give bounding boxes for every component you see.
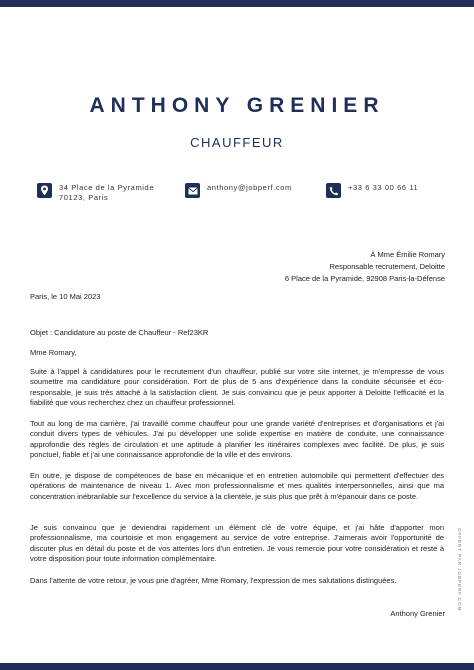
signature: Anthony Grenier: [390, 609, 445, 618]
location-icon: [37, 183, 52, 198]
contact-address: [37, 183, 154, 203]
contact-email: [185, 183, 292, 198]
recipient-address: 6 Place de la Pyramide, 92908 Paris-la-Défense: [284, 274, 445, 283]
email-text[interactable]: anthony@jobperf.com: [207, 183, 292, 192]
body-paragraph-3: En outre, je dispose de compétences de base en mécanique et en entretien automobile qui permettent d'effectuer des opérations de maintenance de niveau 1. Avec mon professionnalisme et mes qualités interpersonnelles, ainsi que ma concentration inébranlable sur l'excellence du service à la clientèle, je suis plus que prêt à m'épanouir dans ce poste.: [30, 471, 444, 501]
recipient-block: [285, 249, 445, 285]
contact-phone: [326, 183, 418, 198]
bottom-band: [0, 663, 474, 670]
candidate-name: ANTHONY GRENIER: [89, 94, 385, 117]
phone-text[interactable]: +33 6 33 00 66 11: [348, 183, 419, 192]
letter-greeting: Mme Romary,: [30, 348, 77, 357]
body-paragraph-5: Dans l'attente de votre retour, je vous prie d'agréer, Mme Romary, l'expression de mes salutations distinguées.: [30, 576, 397, 585]
letter-subject: Objet : Candidature au poste de Chauffeur - Ref23KR: [30, 328, 209, 337]
recipient-name: À Mme Émilie Romary: [370, 250, 445, 259]
job-title: CHAUFFEUR: [190, 135, 284, 150]
body-paragraph-4: Je suis convaincu que je deviendrai rapidement un élément clé de votre équipe, et j'ai hâte d'apporter mon professionnalisme, ma courtoisie et mon engagement au service de votre entreprise. J'aimerais avoir l'opportunité de discuter plus en détail du poste et de vos attentes lors d'un entretien. Je vous remercie pour votre considération et reste à votre disposition pour toute information complémentaire.: [30, 523, 444, 564]
watermark: OFFERT PAR JOBPERF.COM: [457, 528, 462, 612]
recipient-role: Responsable recrutement, Deloitte: [329, 262, 445, 271]
address-line2: 70123, Paris: [59, 193, 109, 202]
phone-icon: [326, 183, 341, 198]
letter-date: Paris, le 10 Mai 2023: [30, 292, 101, 301]
body-paragraph-2: Tout au long de ma carrière, j'ai travaillé comme chauffeur pour une grande variété d'entreprises et d'organisations et j'ai conduit divers types de véhicules. J'ai pu développer une solide expertise en matière de conduite, une connaissance approfondie des règles de circulation et une aptitude à planifier les itinéraires complexes avec facilité. De plus, je suis ponctuel, fiable et j'ai une connaissance approfondie de la ville et des environs.: [30, 419, 444, 460]
envelope-icon: [185, 183, 200, 198]
body-paragraph-1: Suite à l'appel à candidatures pour le recrutement d'un chauffeur, publié sur votre site internet, je m'empresse de vous soumettre ma candidature pour considération. Fort de plus de 5 ans d'expérience dans la conduite sécurisée et éco-responsable, je suis très attaché à la satisfaction client. Je suis convaincu que je peux apporter à Deloitte l'efficacité et la fiabilité que vous recherchez chez un chauffeur professionnel.: [30, 367, 444, 408]
address-line1: 34 Place de la Pyramide: [59, 183, 155, 192]
top-band: [0, 0, 474, 7]
